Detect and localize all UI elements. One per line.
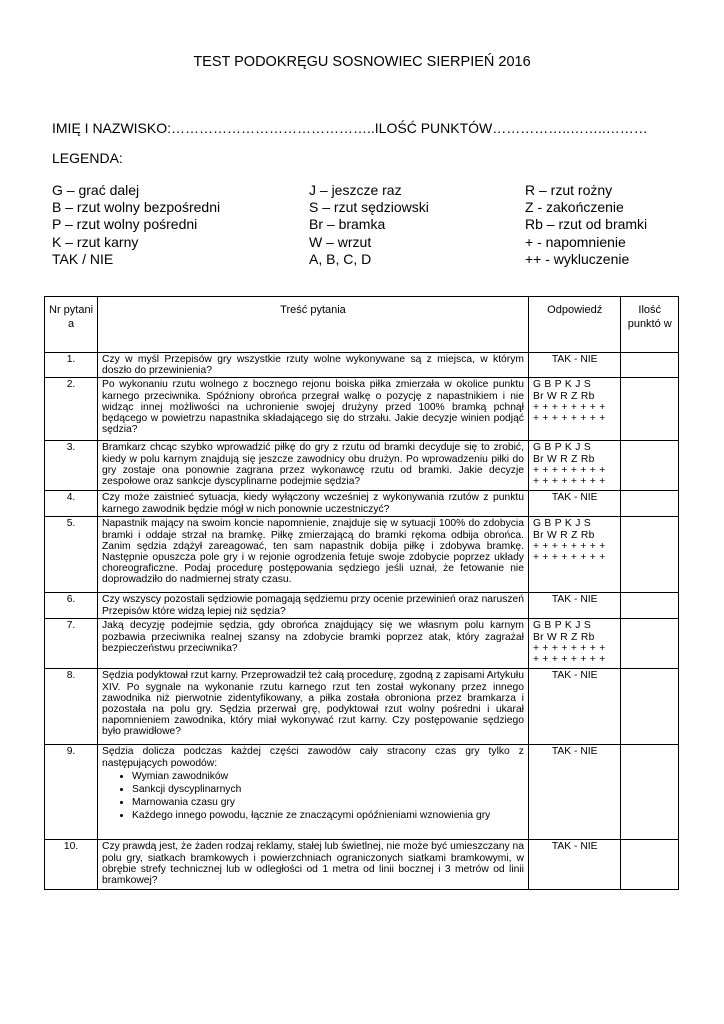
grid-line: Br W R Z Rb — [532, 453, 595, 465]
grid-line: + + + + + + + + — [532, 540, 606, 552]
grid-line: + + + + + + + + — [532, 464, 606, 476]
legend-item: B – rzut wolny bezpośredni — [52, 199, 221, 216]
points-cell[interactable] — [621, 353, 679, 378]
points-cell[interactable] — [621, 619, 679, 669]
legend-column-1 — [52, 182, 220, 268]
legend-item: W – wrzut — [309, 233, 372, 250]
question-text: Bramkarz chcąc szybko wprowadzić piłkę do gry z rzutu od bramki decyduje się to zrobić, kiedy w polu karnym znajdują się jeszcze zawodnicy obu drużyn. Po wprowadzeniu piłki do gry zostaje ona ponownie zagrana przez wykonawcę rzutu od bramki. Jakie decyzje zespołowe oraz sankcje dyscyplinarne podejmie sędzia? — [98, 441, 529, 491]
question-number: 2. — [45, 378, 98, 441]
table-header-row — [45, 297, 679, 353]
question-number: 5. — [45, 517, 98, 593]
answer-grid[interactable] — [528, 441, 621, 491]
answer-tak-nie[interactable]: TAK - NIE — [528, 491, 621, 517]
question-text: Po wykonaniu rzutu wolnego z bocznego rejonu boiska piłka zmierzała w okolice punktu karnego przeciwnika. Spóźniony obrońca przegrał walkę o pozycję z napastnikiem i nie widząc innej możliwości na uchronienie swojej drużyny przed 100% bramką pchnął będącego w powietrzu napastnika składającego się do strzału. Jakie decyzje winien podjąć sędzia? — [98, 378, 529, 441]
answer-grid[interactable] — [528, 619, 621, 669]
question-cell — [98, 745, 529, 840]
legend-column-3 — [525, 182, 647, 268]
legend-item: J – jeszcze raz — [309, 182, 402, 198]
question-text: Napastnik mający na swoim koncie napomnienie, znajduje się w sytuacji 100% do zdobycia bramki i oddaje strzał na bramkę. Piłkę zmierzającą do bramki rękoma odbija obrońca. Zanim sędzia zdążył zareagować, ten sam napastnik dobija piłkę i zdobywa bramkę. Następnie opuszcza pole gry i w rejonie ogrodzenia fetuje swoje zdobycie poprzez układy choreograficzne. Podaj procedurę postępowania sędziego jeśli uznał, że fetowanie nie doprowadziło do nadmiernej straty czasu. — [98, 517, 529, 593]
page-title: TEST PODOKRĘGU SOSNOWIEC SIERPIEŃ 2016 — [193, 54, 531, 70]
grid-line: + + + + + + + + — [532, 476, 606, 488]
answer-grid[interactable] — [528, 517, 621, 593]
answer-tak-nie[interactable]: TAK - NIE — [528, 353, 621, 378]
list-item: • Każdego innego powodu, łącznie ze znaczącymi opóźnieniami wznowienia gry — [132, 810, 524, 821]
list-item: • Marnowania czasu gry — [132, 797, 524, 808]
answer-tak-nie[interactable]: TAK - NIE — [528, 840, 621, 890]
question-number: 4. — [45, 491, 98, 517]
question-text: Czy wszyscy pozostali sędziowie pomagają sędziemu przy ocenie przewinień oraz naruszeń Przepisów które widzą lepiej niż sędzia? — [98, 593, 529, 619]
points-cell[interactable] — [621, 745, 679, 840]
header-nr: Nr pytani a — [45, 297, 98, 353]
points-cell[interactable] — [621, 840, 679, 890]
grid-line: Br W R Z Rb — [532, 631, 595, 643]
points-cell[interactable] — [621, 441, 679, 491]
legend-item: Rb – rzut od bramki — [525, 216, 648, 233]
table-row — [45, 441, 679, 491]
legend-item: Z - zakończenie — [525, 199, 624, 216]
grid-line: + + + + + + + + — [532, 654, 606, 666]
answer-tak-nie[interactable]: TAK - NIE — [528, 745, 621, 840]
points-cell[interactable] — [621, 517, 679, 593]
question-text: Sędzia dolicza podczas każdej części zawodów cały stracony czas gry tylko z następujących powodów: — [102, 746, 524, 769]
question-number: 9. — [45, 745, 98, 840]
table-row — [45, 378, 679, 441]
table-row — [45, 593, 679, 619]
legend-item: Br – bramka — [309, 216, 386, 233]
question-number: 6. — [45, 593, 98, 619]
question-number: 8. — [45, 669, 98, 745]
grid-line: + + + + + + + + — [532, 413, 606, 425]
grid-line: Br W R Z Rb — [532, 390, 595, 402]
question-number: 1. — [45, 353, 98, 378]
table-row — [45, 517, 679, 593]
points-cell[interactable] — [621, 491, 679, 517]
table-row — [45, 745, 679, 840]
legend-item: S – rzut sędziowski — [309, 199, 429, 216]
points-cell[interactable] — [621, 669, 679, 745]
points-cell[interactable] — [621, 593, 679, 619]
table-row — [45, 840, 679, 890]
table-row — [45, 353, 679, 378]
question-number: 10. — [45, 840, 98, 890]
grid-line: + + + + + + + + — [532, 642, 606, 654]
question-text: Czy może zaistnieć sytuacja, kiedy wyłączony wcześniej z wykonywania rzutów z punktu karnego zawodnik będzie mógł w nich ponownie uczestniczyć? — [98, 491, 529, 517]
header-answer: Odpowiedź — [528, 297, 621, 353]
header-question: Treść pytania — [98, 297, 529, 353]
legend-item: P – rzut wolny pośredni — [52, 216, 198, 233]
answer-grid[interactable] — [528, 378, 621, 441]
question-text: Jaką decyzję podejmie sędzia, gdy obrońca znajdujący się we własnym polu karnym pozbawia przeciwnika realnej szansy na zdobycie bramki poprzez atak, który zagrażał bezpieczeństwu przeciwnika? — [98, 619, 529, 669]
points-cell[interactable] — [621, 378, 679, 441]
grid-line: G B P K J S — [532, 442, 592, 454]
question-text: Sędzia podyktował rzut karny. Przeprowadził też całą procedurę, zgodną z zapisami Artykułu XIV. Po sygnale na wykonanie rzutu karnego rzut ten został wykonany przez innego zawodnika niż pierwotnie zidentyfikowany, a piłka została obroniona przez bramkarza i pozostała na polu gry. Sędzia przerwał grę, podyktował rzut wolny pośredni i ukarał napomnieniem zawodnika, który miał wykonywać rzut karny. Czy postępowanie sędziego było prawidłowe? — [98, 669, 529, 745]
legend-item: K – rzut karny — [52, 233, 139, 250]
question-number: 3. — [45, 441, 98, 491]
table-row — [45, 619, 679, 669]
grid-line: + + + + + + + + — [532, 552, 606, 564]
question-text: Czy w myśl Przepisów gry wszystkie rzuty wolne wykonywane są z miejsca, w którym doszło do przewinienia? — [98, 353, 529, 378]
legend-item: + - napomnienie — [525, 233, 626, 250]
legend-item: A, B, C, D — [309, 250, 372, 267]
legend-item: R – rzut rożny — [525, 182, 613, 198]
legend-item: TAK / NIE — [52, 250, 114, 267]
grid-line: Br W R Z Rb — [532, 529, 595, 541]
legend-item: ++ - wykluczenie — [525, 250, 630, 267]
header-points: Ilość punktó w — [621, 297, 679, 353]
question-text: Czy prawdą jest, że żaden rodzaj reklamy, stałej lub świetlnej, nie może być umieszczany na polu gry, siatkach bramkowych i powierzchniach ograniczonych siatkami bramkowymi, w obrębie strefy technicznej lub w odległości od 1 metra od linii bocznej i 3 metrów od linii bramkowej? — [98, 840, 529, 890]
reasons-list — [102, 771, 524, 822]
question-number: 7. — [45, 619, 98, 669]
grid-line: + + + + + + + + — [532, 401, 606, 413]
name-points-line: IMIĘ I NAZWISKO:……………………………………..ILOŚĆ PUNKTÓW……………..……..……… — [52, 120, 648, 136]
questions-table — [44, 296, 679, 890]
legend-column-2 — [309, 182, 429, 268]
legend-item: G – grać dalej — [52, 182, 140, 198]
legend-heading: LEGENDA: — [52, 150, 123, 166]
grid-line: G B P K J S — [532, 518, 592, 530]
table-row — [45, 669, 679, 745]
answer-tak-nie[interactable]: TAK - NIE — [528, 593, 621, 619]
list-item: • Wymian zawodników — [132, 771, 524, 782]
grid-line: G B P K J S — [532, 620, 592, 632]
list-item: • Sankcji dyscyplinarnych — [132, 784, 524, 795]
table-row — [45, 491, 679, 517]
grid-line: G B P K J S — [532, 379, 592, 391]
answer-tak-nie[interactable]: TAK - NIE — [528, 669, 621, 745]
